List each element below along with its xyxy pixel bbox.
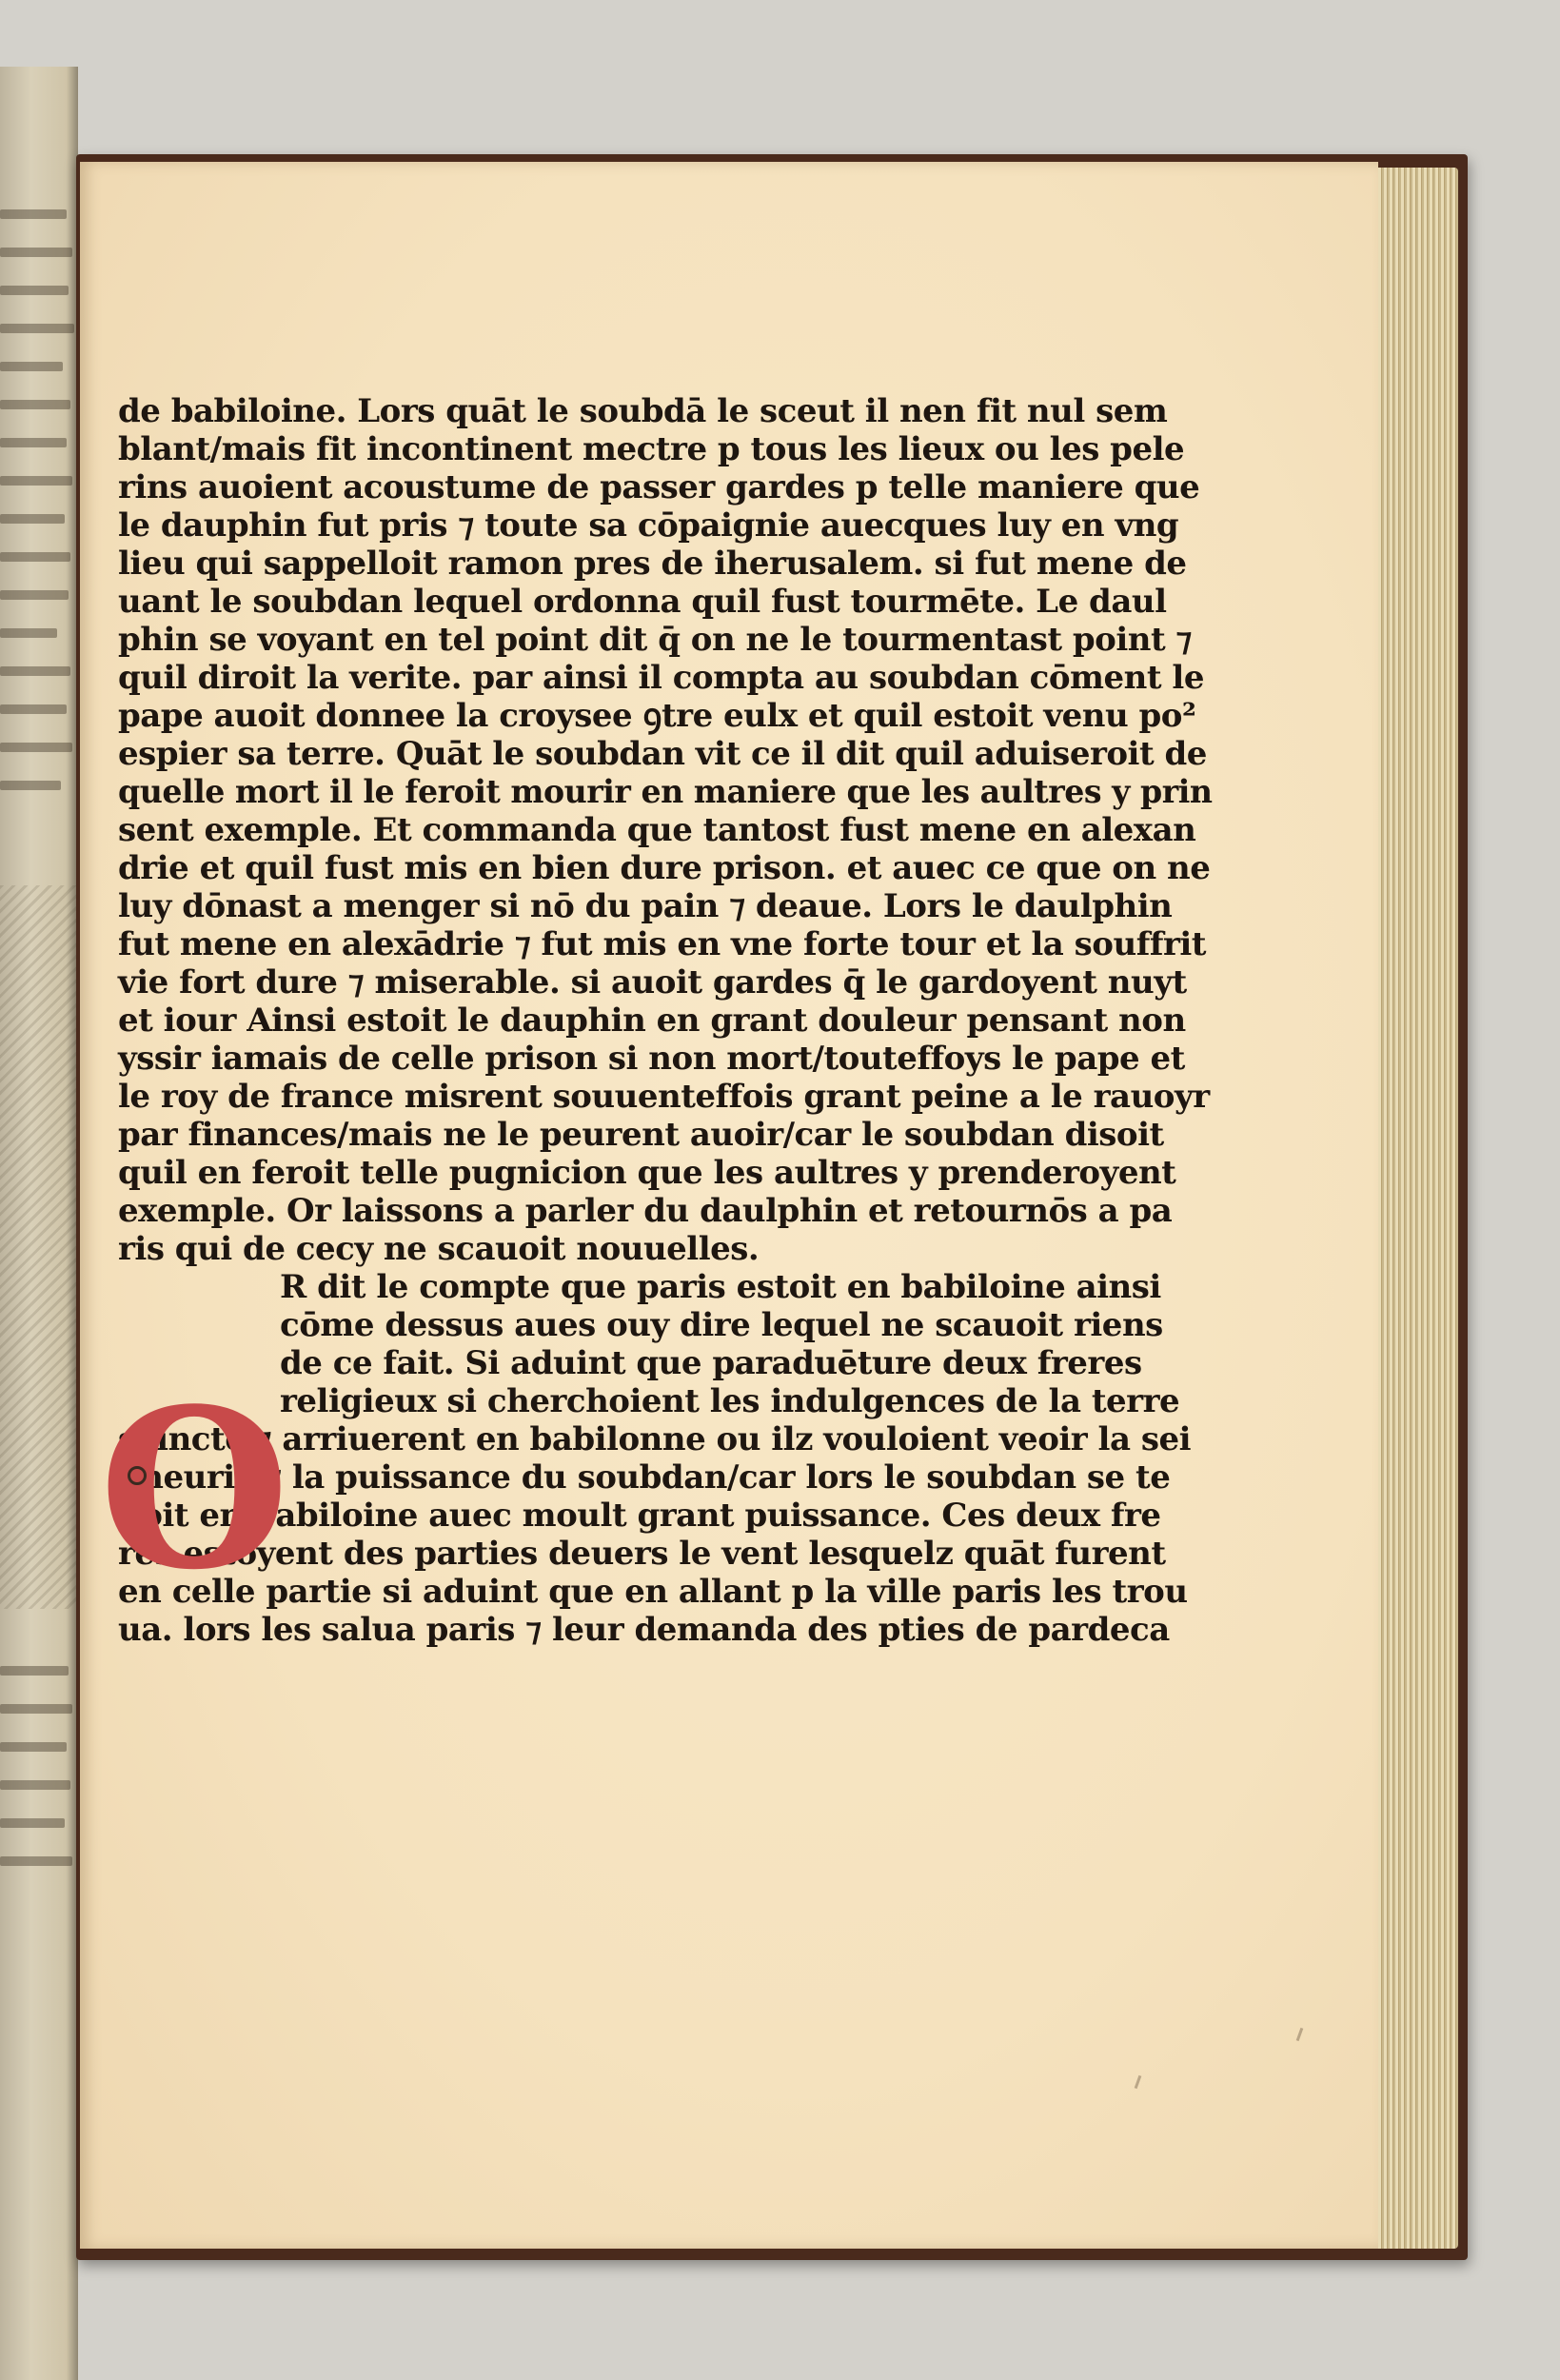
red-initial-letter: O [99, 1361, 290, 1618]
faint-text-line [0, 514, 65, 524]
faint-text-line [0, 400, 70, 409]
text-line: quelle mort il le feroit mourir en maniere que les aultres y prin [118, 773, 1213, 811]
woodcut-illustration-edge [0, 885, 76, 1609]
text-line: R dit le compte que paris estoit en babiloine ainsi [280, 1268, 1161, 1306]
faint-text-line [0, 286, 69, 295]
text-line: luy dōnast a menger si nō du pain ⁊ deaue. Lors le daulphin [118, 887, 1173, 925]
faint-text-line [0, 248, 72, 257]
text-line: saincte ⁊ arriuerent en babilonne ou ilz vouloient veoir la sei [118, 1420, 1192, 1458]
text-line: yssir iamais de celle prison si non mort/touteffoys le pape et [118, 1040, 1185, 1078]
text-line: espier sa terre. Quāt le soubdan vit ce il dit quil aduiseroit de [118, 735, 1207, 773]
faint-text-line [0, 362, 63, 371]
faint-text-line [0, 1818, 65, 1828]
guide-letter-mark [128, 1466, 147, 1485]
text-line: quil diroit la verite. par ainsi il compta au soubdan cōment le [118, 659, 1204, 697]
faint-text-line [0, 628, 57, 638]
faint-text-line [0, 552, 70, 562]
faint-text-line [0, 666, 70, 676]
text-line: uant le soubdan lequel ordonna quil fust tourmēte. Le daul [118, 583, 1167, 621]
faint-text-line [0, 209, 67, 219]
faint-text-line [0, 324, 74, 333]
text-line: le dauphin fut pris ⁊ toute sa cōpaignie auecques luy en vng [118, 506, 1179, 545]
left-facing-page-edge [0, 67, 78, 2380]
text-line: de ce fait. Si aduint que paraduēture deux freres [280, 1344, 1142, 1382]
text-line: en celle partie si aduint que en allant p la ville paris les trou [118, 1573, 1188, 1611]
text-line: phin se voyant en tel point dit q̄ on ne le tourmentast point ⁊ [118, 621, 1192, 659]
faint-text-line [0, 743, 72, 752]
faint-text-line [0, 704, 67, 714]
faint-text-line [0, 781, 61, 790]
text-line: vie fort dure ⁊ miserable. si auoit gardes q̄ le gardoyent nuyt [118, 963, 1187, 1002]
paper-blemish [1135, 2075, 1142, 2089]
text-line: gneurie ⁊ la puissance du soubdan/car lors le soubdan se te [118, 1458, 1171, 1497]
faint-text-line [0, 476, 72, 486]
text-line: le roy de france misrent souuenteffois grant peine a le rauoyr [118, 1078, 1210, 1116]
faint-text-line [0, 1856, 72, 1866]
text-line: exemple. Or laissons a parler du daulphin et retournōs a pa [118, 1192, 1173, 1230]
text-line: par finances/mais ne le peurent auoir/car le soubdan disoit [118, 1116, 1164, 1154]
text-line: res estoyent des parties deuers le vent lesquelz quāt furent [118, 1535, 1166, 1573]
text-line: religieux si cherchoient les indulgences de la terre [280, 1382, 1180, 1420]
text-line: et iour Ainsi estoit le dauphin en grant douleur pensant non [118, 1002, 1186, 1040]
faint-text-line [0, 1780, 70, 1790]
text-line: de babiloine. Lors quāt le soubdā le sceut il nen fit nul sem [118, 392, 1168, 430]
faint-text-line [0, 438, 67, 447]
text-line: cōme dessus aues ouy dire lequel ne scauoit riens [280, 1306, 1163, 1344]
faint-text-line [0, 1666, 69, 1676]
faint-text-line [0, 590, 69, 600]
text-line: quil en feroit telle pugnicion que les aultres y prenderoyent [118, 1154, 1176, 1192]
text-line: ua. lors les salua paris ⁊ leur demanda des pties de pardeca [118, 1611, 1170, 1649]
paper-blemish [1296, 2028, 1304, 2041]
faint-text-line [0, 1742, 67, 1752]
text-line: sent exemple. Et commanda que tantost fust mene en alexan [118, 811, 1196, 849]
text-line: blant/mais fit incontinent mectre p tous les lieux ou les pele [118, 430, 1185, 468]
text-line: pape auoit donnee la croysee ꝯtre eulx et quil estoit venu po² [118, 697, 1196, 735]
gilt-page-edges [1371, 168, 1458, 2249]
faint-text-line [0, 1704, 72, 1714]
text-line: noit en babiloine auec moult grant puissance. Ces deux fre [118, 1497, 1161, 1535]
text-line: lieu qui sappelloit ramon pres de iherusalem. si fut mene de [118, 545, 1187, 583]
text-line: drie et quil fust mis en bien dure prison. et auec ce que on ne [118, 849, 1211, 887]
text-line: fut mene en alexādrie ⁊ fut mis en vne forte tour et la souffrit [118, 925, 1206, 963]
text-line: ris qui de cecy ne scauoit nouuelles. [118, 1230, 760, 1268]
text-line: rins auoient acoustume de passer gardes p telle maniere que [118, 468, 1200, 506]
right-page [80, 162, 1378, 2249]
